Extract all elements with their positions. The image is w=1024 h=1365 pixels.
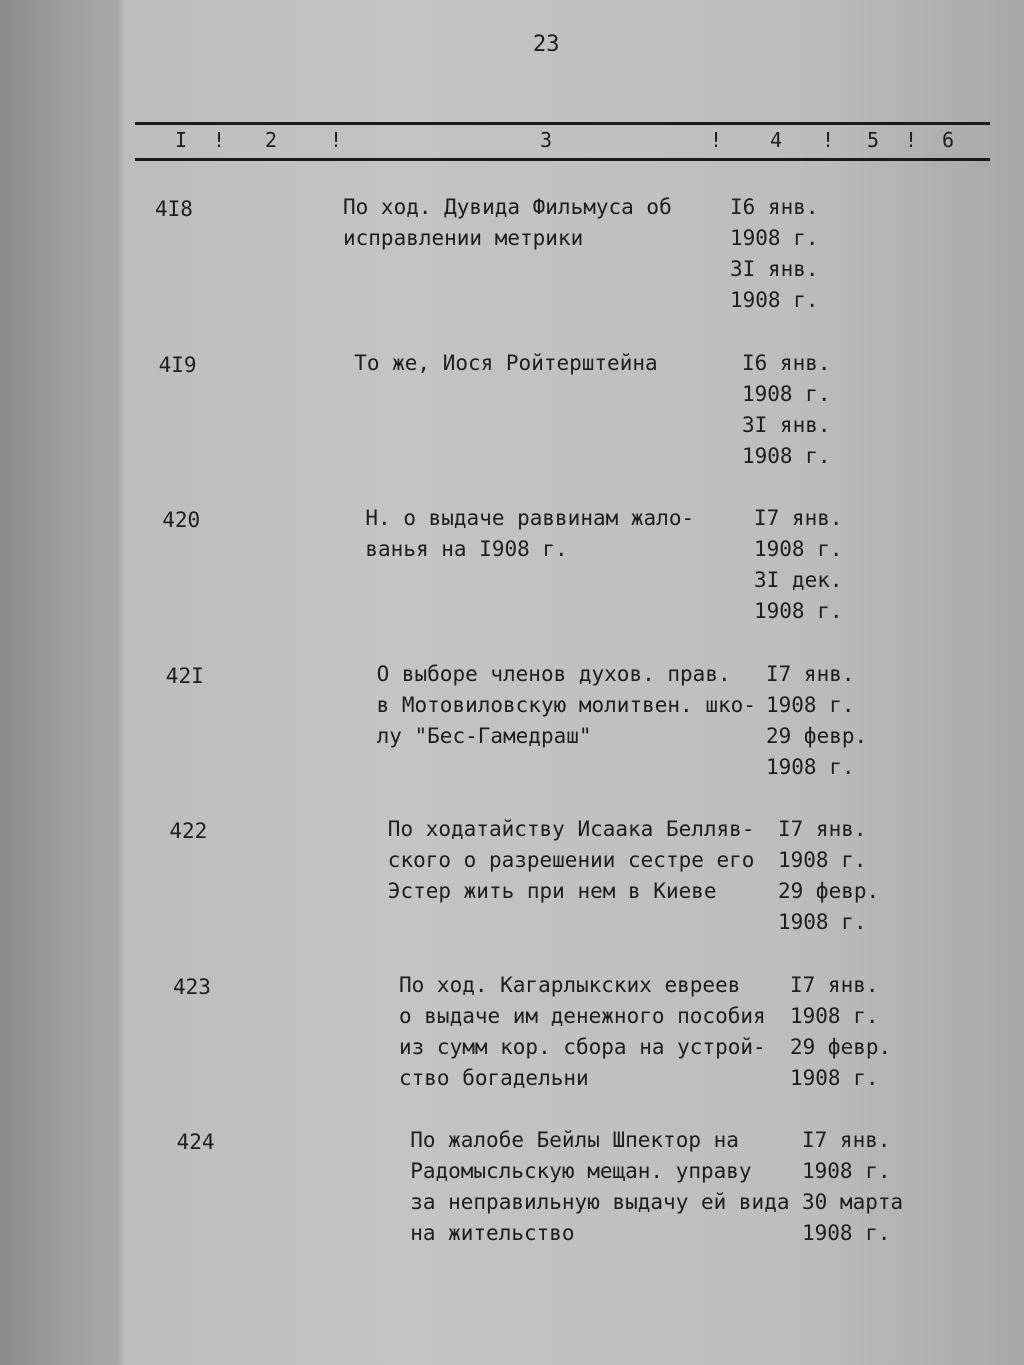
description-line: По жалобе Бейлы Шпектор на — [410, 1128, 739, 1152]
description-line: лу "Бес-Гамедраш" — [376, 723, 592, 748]
column-separator: ! — [822, 128, 835, 152]
description-line: По ход. Кагарлыкских евреев — [399, 972, 741, 997]
date-line: 30 марта — [802, 1190, 904, 1214]
description-line: По ход. Дувида Фильмуса об — [343, 195, 672, 219]
date-line: I7 янв. — [766, 661, 855, 686]
entry-description — [410, 1125, 789, 1249]
column-header: 4 — [770, 128, 783, 152]
date-line: 1908 г. — [790, 1003, 879, 1028]
page-number: 23 — [533, 32, 560, 57]
description-line: за неправильную выдачу ей вида — [410, 1190, 790, 1214]
date-line: I6 янв. — [730, 195, 819, 219]
column-separator: ! — [213, 128, 226, 152]
column-separator: ! — [330, 128, 343, 152]
date-line: I7 янв. — [790, 972, 879, 997]
entry-description — [399, 970, 766, 1094]
date-line: 1908 г. — [778, 848, 867, 872]
description-line: ванья на I908 г. — [365, 537, 568, 561]
description-line: ского о разрешении сестре его — [387, 848, 755, 872]
column-separator: ! — [710, 128, 723, 152]
entry-dates — [802, 1125, 903, 1249]
date-line: I6 янв. — [742, 350, 831, 375]
entry-dates — [742, 348, 831, 472]
column-header: 2 — [265, 128, 278, 152]
entry-description — [365, 503, 694, 565]
entry-dates — [730, 192, 819, 316]
date-line: 1908 г. — [790, 1065, 879, 1090]
entry-number: 422 — [169, 819, 208, 843]
column-separator: ! — [905, 128, 918, 152]
description-line: ство богадельни — [399, 1065, 589, 1090]
entry-number: 42I — [165, 663, 204, 688]
column-header: 6 — [942, 128, 955, 152]
date-line: 1908 г. — [778, 910, 867, 934]
date-line: 1908 г. — [802, 1159, 891, 1183]
entry-description — [343, 192, 672, 254]
date-line: 1908 г. — [730, 288, 819, 312]
entry-description — [354, 348, 657, 379]
description-line: По ходатайству Исаака Белляв- — [387, 817, 755, 841]
entry-dates — [778, 814, 879, 938]
header-bottom-rule — [135, 158, 990, 161]
description-line: О выборе членов духов. прав. — [376, 661, 731, 686]
entry-number: 4I9 — [158, 352, 197, 377]
column-header: 5 — [867, 128, 880, 152]
header-top-rule — [135, 122, 990, 125]
description-line: исправлении метрики — [343, 226, 584, 250]
column-header: I — [175, 128, 188, 152]
entry-dates — [766, 659, 867, 783]
date-line: 1908 г. — [766, 754, 855, 779]
date-line: 1908 г. — [742, 381, 831, 406]
description-line: в Мотовиловскую молитвен. шко- — [376, 692, 756, 717]
date-line: 3I янв. — [730, 257, 819, 281]
date-line: 29 февр. — [778, 879, 880, 903]
date-line: 1908 г. — [754, 599, 843, 623]
entry-dates — [790, 970, 891, 1094]
entry-number: 423 — [173, 974, 211, 999]
description-line: Радомысльскую мещан. управу — [410, 1159, 752, 1183]
date-line: 1908 г. — [742, 443, 831, 468]
date-line: 29 февр. — [766, 723, 868, 748]
entry-number: 4I8 — [155, 197, 193, 221]
entry-description — [388, 814, 755, 907]
date-line: 1908 г. — [802, 1221, 891, 1245]
entry-dates — [754, 503, 843, 627]
date-line: I7 янв. — [754, 506, 843, 530]
column-header: 3 — [540, 128, 553, 152]
description-line: о выдаче им денежного пособия — [399, 1003, 766, 1028]
date-line: I7 янв. — [778, 817, 867, 841]
date-line: 1908 г. — [730, 226, 819, 250]
entry-description — [377, 659, 756, 752]
date-line: I7 янв. — [802, 1128, 891, 1152]
entry-number: 424 — [176, 1130, 215, 1154]
description-line: на жительство — [410, 1221, 575, 1245]
description-line: из сумм кор. сбора на устрой- — [399, 1034, 766, 1059]
description-line: Эстер жить при нем в Киеве — [387, 879, 717, 903]
date-line: 1908 г. — [754, 537, 843, 561]
date-line: 29 февр. — [790, 1034, 892, 1059]
entry-number: 420 — [162, 508, 201, 532]
date-line: 3I янв. — [742, 412, 831, 437]
description-line: Н. о выдаче раввинам жало- — [365, 506, 695, 530]
date-line: 3I дек. — [754, 568, 843, 592]
description-line: То же, Иося Ройтерштейна — [354, 350, 658, 375]
date-line: 1908 г. — [766, 692, 855, 717]
